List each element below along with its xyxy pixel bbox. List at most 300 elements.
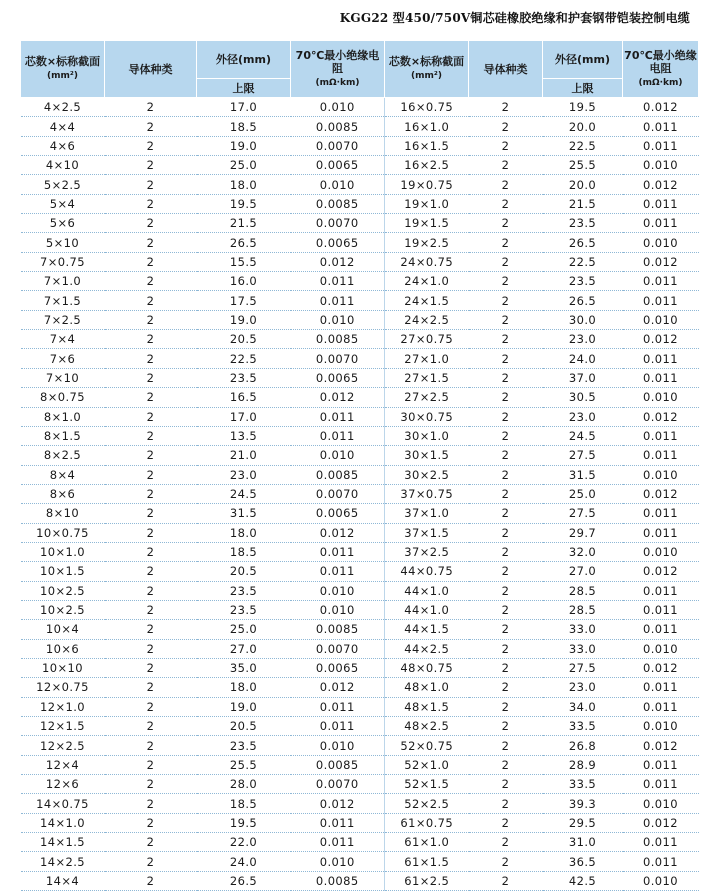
header-conductor-type: 导体种类 (105, 41, 197, 98)
cell-conductor-type-2: 2 (469, 639, 543, 658)
cell-cores-section: 10×6 (21, 639, 105, 658)
cell-resistance-2: 0.011 (623, 600, 699, 619)
cell-resistance: 0.0065 (291, 368, 385, 387)
cell-resistance: 0.0085 (291, 871, 385, 890)
cell-cores-section-2: 24×2.5 (385, 310, 469, 329)
cell-cores-section-2: 52×0.75 (385, 736, 469, 755)
cell-cores-section: 7×1.0 (21, 272, 105, 291)
cell-outer-diameter-2: 27.0 (543, 562, 623, 581)
table-row (21, 388, 699, 407)
cell-outer-diameter: 18.5 (197, 117, 291, 136)
cell-conductor-type: 2 (105, 446, 197, 465)
header-cores-unit-2: (mm²) (411, 71, 442, 81)
cell-cores-section-2: 27×1.0 (385, 349, 469, 368)
cell-outer-diameter-2: 28.5 (543, 600, 623, 619)
table-row (21, 542, 699, 561)
cell-outer-diameter-2: 23.5 (543, 214, 623, 233)
cell-conductor-type-2: 2 (469, 214, 543, 233)
table-row (21, 833, 699, 852)
cell-outer-diameter: 20.5 (197, 717, 291, 736)
cell-resistance: 0.0070 (291, 775, 385, 794)
cell-outer-diameter-2: 20.0 (543, 117, 623, 136)
header-resistance-unit-2: (mΩ·km) (638, 77, 683, 88)
cell-resistance: 0.0065 (291, 156, 385, 175)
cell-conductor-type-2: 2 (469, 523, 543, 542)
cell-resistance: 0.010 (291, 446, 385, 465)
cell-conductor-type-2: 2 (469, 542, 543, 561)
cell-resistance: 0.0085 (291, 620, 385, 639)
cell-conductor-type: 2 (105, 581, 197, 600)
table-row (21, 581, 699, 600)
cell-resistance-2: 0.011 (623, 446, 699, 465)
cell-resistance: 0.012 (291, 252, 385, 271)
cell-outer-diameter: 18.0 (197, 678, 291, 697)
cell-outer-diameter: 17.0 (197, 407, 291, 426)
cell-conductor-type: 2 (105, 542, 197, 561)
cell-resistance: 0.0085 (291, 330, 385, 349)
cell-conductor-type-2: 2 (469, 678, 543, 697)
cell-resistance: 0.011 (291, 562, 385, 581)
cell-conductor-type: 2 (105, 813, 197, 832)
cell-cores-section: 8×4 (21, 465, 105, 484)
cell-cores-section: 8×6 (21, 484, 105, 503)
cell-conductor-type-2: 2 (469, 252, 543, 271)
table-body (21, 98, 699, 891)
cell-conductor-type-2: 2 (469, 600, 543, 619)
table-row (21, 871, 699, 890)
cell-outer-diameter-2: 31.0 (543, 833, 623, 852)
cell-resistance-2: 0.010 (623, 717, 699, 736)
cell-conductor-type-2: 2 (469, 407, 543, 426)
cell-resistance-2: 0.012 (623, 175, 699, 194)
cell-cores-section-2: 16×0.75 (385, 98, 469, 117)
cell-cores-section: 5×6 (21, 214, 105, 233)
table-row (21, 252, 699, 271)
cell-resistance-2: 0.011 (623, 775, 699, 794)
table-row (21, 349, 699, 368)
cell-cores-section: 5×4 (21, 194, 105, 213)
cell-conductor-type: 2 (105, 349, 197, 368)
cell-conductor-type: 2 (105, 658, 197, 677)
table-row (21, 523, 699, 542)
cell-conductor-type-2: 2 (469, 194, 543, 213)
cell-resistance: 0.011 (291, 717, 385, 736)
cell-resistance: 0.011 (291, 426, 385, 445)
cell-outer-diameter: 19.0 (197, 697, 291, 716)
cell-conductor-type-2: 2 (469, 291, 543, 310)
cell-conductor-type-2: 2 (469, 272, 543, 291)
table-row (21, 368, 699, 387)
cell-cores-section-2: 30×2.5 (385, 465, 469, 484)
cell-outer-diameter: 28.0 (197, 775, 291, 794)
cell-cores-section: 8×1.0 (21, 407, 105, 426)
cell-conductor-type: 2 (105, 272, 197, 291)
cell-resistance-2: 0.010 (623, 156, 699, 175)
cell-conductor-type: 2 (105, 504, 197, 523)
cell-cores-section-2: 30×1.0 (385, 426, 469, 445)
cell-resistance: 0.011 (291, 291, 385, 310)
cell-resistance-2: 0.011 (623, 523, 699, 542)
cell-outer-diameter: 25.0 (197, 620, 291, 639)
cell-cores-section: 4×10 (21, 156, 105, 175)
cell-outer-diameter: 24.0 (197, 852, 291, 871)
cell-outer-diameter-2: 26.5 (543, 233, 623, 252)
cell-resistance: 0.010 (291, 175, 385, 194)
table-row (21, 852, 699, 871)
cell-cores-section-2: 27×0.75 (385, 330, 469, 349)
cell-outer-diameter-2: 26.8 (543, 736, 623, 755)
table-row (21, 813, 699, 832)
cell-outer-diameter: 18.0 (197, 523, 291, 542)
cell-cores-section: 10×10 (21, 658, 105, 677)
cell-conductor-type: 2 (105, 388, 197, 407)
cell-outer-diameter-2: 27.5 (543, 658, 623, 677)
table-row (21, 407, 699, 426)
cell-resistance: 0.012 (291, 523, 385, 542)
cell-cores-section-2: 30×1.5 (385, 446, 469, 465)
cell-resistance-2: 0.011 (623, 678, 699, 697)
cell-resistance: 0.010 (291, 736, 385, 755)
cell-cores-section-2: 52×2.5 (385, 794, 469, 813)
cell-outer-diameter: 17.5 (197, 291, 291, 310)
cell-cores-section-2: 19×1.0 (385, 194, 469, 213)
cell-cores-section: 7×0.75 (21, 252, 105, 271)
cell-outer-diameter: 19.5 (197, 194, 291, 213)
cell-conductor-type-2: 2 (469, 117, 543, 136)
cell-conductor-type: 2 (105, 678, 197, 697)
cell-outer-diameter-2: 22.5 (543, 252, 623, 271)
cell-cores-section-2: 19×0.75 (385, 175, 469, 194)
cell-conductor-type: 2 (105, 194, 197, 213)
cell-outer-diameter-2: 36.5 (543, 852, 623, 871)
cell-outer-diameter-2: 37.0 (543, 368, 623, 387)
cell-resistance: 0.011 (291, 272, 385, 291)
cell-conductor-type-2: 2 (469, 794, 543, 813)
cell-resistance-2: 0.011 (623, 117, 699, 136)
cell-cores-section: 12×2.5 (21, 736, 105, 755)
cell-resistance: 0.011 (291, 697, 385, 716)
table-row (21, 272, 699, 291)
cell-conductor-type: 2 (105, 426, 197, 445)
cell-cores-section: 8×10 (21, 504, 105, 523)
cell-conductor-type-2: 2 (469, 446, 543, 465)
table-row (21, 233, 699, 252)
cell-resistance: 0.0085 (291, 755, 385, 774)
header-resistance-unit: (mΩ·km) (315, 77, 360, 88)
table-row (21, 426, 699, 445)
cell-cores-section: 14×1.0 (21, 813, 105, 832)
cell-cores-section: 5×2.5 (21, 175, 105, 194)
cell-cores-section: 10×0.75 (21, 523, 105, 542)
cell-resistance: 0.0070 (291, 136, 385, 155)
table-row (21, 446, 699, 465)
cell-conductor-type: 2 (105, 794, 197, 813)
cell-conductor-type: 2 (105, 330, 197, 349)
table-row (21, 465, 699, 484)
cell-resistance: 0.0065 (291, 233, 385, 252)
cell-conductor-type: 2 (105, 368, 197, 387)
cell-outer-diameter-2: 28.5 (543, 581, 623, 600)
cell-resistance: 0.0085 (291, 194, 385, 213)
cell-conductor-type-2: 2 (469, 98, 543, 117)
cell-cores-section: 14×2.5 (21, 852, 105, 871)
cell-resistance-2: 0.011 (623, 426, 699, 445)
cell-conductor-type-2: 2 (469, 871, 543, 890)
cell-conductor-type-2: 2 (469, 813, 543, 832)
cell-resistance-2: 0.012 (623, 484, 699, 503)
cell-cores-section: 10×2.5 (21, 600, 105, 619)
cell-conductor-type-2: 2 (469, 484, 543, 503)
cell-resistance-2: 0.011 (623, 349, 699, 368)
header-outer-diameter-2: 外径(mm) (543, 41, 623, 79)
cell-outer-diameter-2: 30.5 (543, 388, 623, 407)
cell-resistance-2: 0.010 (623, 639, 699, 658)
cell-conductor-type-2: 2 (469, 368, 543, 387)
cell-resistance-2: 0.012 (623, 736, 699, 755)
cell-outer-diameter-2: 33.0 (543, 620, 623, 639)
cell-conductor-type-2: 2 (469, 562, 543, 581)
cell-conductor-type-2: 2 (469, 136, 543, 155)
cell-resistance: 0.012 (291, 794, 385, 813)
cell-outer-diameter-2: 20.0 (543, 175, 623, 194)
cell-resistance-2: 0.010 (623, 233, 699, 252)
cell-cores-section-2: 37×0.75 (385, 484, 469, 503)
cell-cores-section-2: 61×1.0 (385, 833, 469, 852)
cell-cores-section-2: 48×1.0 (385, 678, 469, 697)
table-row (21, 194, 699, 213)
cell-cores-section: 14×4 (21, 871, 105, 890)
cell-conductor-type: 2 (105, 98, 197, 117)
cell-outer-diameter-2: 29.5 (543, 813, 623, 832)
cell-resistance-2: 0.010 (623, 871, 699, 890)
cell-resistance-2: 0.011 (623, 852, 699, 871)
cell-outer-diameter-2: 23.0 (543, 407, 623, 426)
cell-resistance: 0.0070 (291, 639, 385, 658)
cell-outer-diameter-2: 22.5 (543, 136, 623, 155)
header-resistance (291, 41, 385, 98)
cell-cores-section: 14×0.75 (21, 794, 105, 813)
cell-resistance: 0.011 (291, 407, 385, 426)
cell-outer-diameter-2: 39.3 (543, 794, 623, 813)
cell-outer-diameter: 21.5 (197, 214, 291, 233)
cell-resistance-2: 0.012 (623, 407, 699, 426)
cell-cores-section-2: 61×0.75 (385, 813, 469, 832)
cell-cores-section-2: 48×1.5 (385, 697, 469, 716)
cell-outer-diameter: 18.5 (197, 794, 291, 813)
cell-outer-diameter: 27.0 (197, 639, 291, 658)
table-row (21, 175, 699, 194)
cell-cores-section: 4×6 (21, 136, 105, 155)
cell-conductor-type-2: 2 (469, 388, 543, 407)
cell-cores-section-2: 48×0.75 (385, 658, 469, 677)
cell-resistance-2: 0.012 (623, 98, 699, 117)
cell-outer-diameter: 20.5 (197, 330, 291, 349)
cell-conductor-type-2: 2 (469, 833, 543, 852)
cell-outer-diameter: 31.5 (197, 504, 291, 523)
cell-cores-section-2: 52×1.0 (385, 755, 469, 774)
cell-outer-diameter-2: 42.5 (543, 871, 623, 890)
cell-resistance: 0.0070 (291, 214, 385, 233)
table-row (21, 755, 699, 774)
header-cores-section-2 (385, 41, 469, 98)
header-resistance-label: 70℃最小绝缘电阻 (295, 48, 380, 75)
cell-conductor-type-2: 2 (469, 349, 543, 368)
header-upper-limit-2: 上限 (543, 79, 623, 98)
cell-cores-section: 4×2.5 (21, 98, 105, 117)
cell-conductor-type: 2 (105, 233, 197, 252)
cell-cores-section-2: 27×1.5 (385, 368, 469, 387)
table-row (21, 717, 699, 736)
cell-cores-section-2: 48×2.5 (385, 717, 469, 736)
table-row (21, 775, 699, 794)
cell-resistance: 0.010 (291, 98, 385, 117)
cell-cores-section: 8×2.5 (21, 446, 105, 465)
cell-resistance-2: 0.012 (623, 252, 699, 271)
cell-conductor-type-2: 2 (469, 175, 543, 194)
header-resistance-label-2: 70℃最小绝缘电阻 (624, 48, 697, 75)
cell-outer-diameter-2: 25.5 (543, 156, 623, 175)
cell-cores-section-2: 52×1.5 (385, 775, 469, 794)
cell-resistance-2: 0.011 (623, 620, 699, 639)
cell-outer-diameter: 22.0 (197, 833, 291, 852)
cell-outer-diameter-2: 25.0 (543, 484, 623, 503)
cell-conductor-type: 2 (105, 852, 197, 871)
header-resistance-2 (623, 41, 699, 98)
cell-resistance-2: 0.010 (623, 388, 699, 407)
cell-outer-diameter: 18.5 (197, 542, 291, 561)
cell-cores-section: 10×1.5 (21, 562, 105, 581)
cell-outer-diameter-2: 28.9 (543, 755, 623, 774)
cell-resistance-2: 0.011 (623, 755, 699, 774)
cell-cores-section-2: 44×1.5 (385, 620, 469, 639)
cell-conductor-type-2: 2 (469, 658, 543, 677)
table-row (21, 310, 699, 329)
cell-outer-diameter: 18.0 (197, 175, 291, 194)
cell-conductor-type: 2 (105, 523, 197, 542)
cell-resistance-2: 0.011 (623, 136, 699, 155)
cell-conductor-type: 2 (105, 156, 197, 175)
header-cores-unit: (mm²) (47, 71, 78, 81)
cell-resistance-2: 0.010 (623, 310, 699, 329)
cell-outer-diameter: 25.0 (197, 156, 291, 175)
table-row (21, 330, 699, 349)
cell-outer-diameter-2: 27.5 (543, 504, 623, 523)
table-row (21, 214, 699, 233)
cell-conductor-type-2: 2 (469, 426, 543, 445)
table-row (21, 736, 699, 755)
table-row (21, 562, 699, 581)
cell-conductor-type: 2 (105, 407, 197, 426)
cell-resistance-2: 0.011 (623, 368, 699, 387)
cell-cores-section-2: 37×1.5 (385, 523, 469, 542)
cell-resistance-2: 0.011 (623, 214, 699, 233)
cell-resistance: 0.0085 (291, 465, 385, 484)
cell-cores-section: 12×4 (21, 755, 105, 774)
cell-resistance: 0.011 (291, 833, 385, 852)
cell-conductor-type: 2 (105, 871, 197, 890)
cell-cores-section-2: 24×0.75 (385, 252, 469, 271)
cell-conductor-type: 2 (105, 717, 197, 736)
cell-resistance-2: 0.011 (623, 291, 699, 310)
cell-conductor-type-2: 2 (469, 755, 543, 774)
cell-outer-diameter-2: 27.5 (543, 446, 623, 465)
cell-cores-section: 7×1.5 (21, 291, 105, 310)
cell-outer-diameter-2: 30.0 (543, 310, 623, 329)
cell-outer-diameter: 19.0 (197, 136, 291, 155)
cell-cores-section: 8×0.75 (21, 388, 105, 407)
cell-cores-section-2: 24×1.0 (385, 272, 469, 291)
cell-outer-diameter: 24.5 (197, 484, 291, 503)
cell-cores-section: 4×4 (21, 117, 105, 136)
cell-conductor-type-2: 2 (469, 697, 543, 716)
table-row (21, 620, 699, 639)
cell-resistance-2: 0.011 (623, 833, 699, 852)
cell-outer-diameter-2: 34.0 (543, 697, 623, 716)
cell-outer-diameter-2: 33.5 (543, 775, 623, 794)
cell-conductor-type-2: 2 (469, 310, 543, 329)
cell-conductor-type: 2 (105, 291, 197, 310)
table-row (21, 697, 699, 716)
cell-resistance-2: 0.011 (623, 697, 699, 716)
cell-outer-diameter-2: 23.5 (543, 272, 623, 291)
header-conductor-type-2: 导体种类 (469, 41, 543, 98)
cell-outer-diameter-2: 31.5 (543, 465, 623, 484)
cell-conductor-type: 2 (105, 214, 197, 233)
cell-cores-section-2: 44×0.75 (385, 562, 469, 581)
cell-resistance-2: 0.010 (623, 465, 699, 484)
table-row (21, 600, 699, 619)
cell-conductor-type: 2 (105, 697, 197, 716)
cell-cores-section: 5×10 (21, 233, 105, 252)
cell-outer-diameter: 21.0 (197, 446, 291, 465)
table-row (21, 156, 699, 175)
cell-cores-section: 12×6 (21, 775, 105, 794)
cell-resistance: 0.012 (291, 678, 385, 697)
cell-cores-section: 10×2.5 (21, 581, 105, 600)
cell-conductor-type: 2 (105, 117, 197, 136)
cell-outer-diameter-2: 26.5 (543, 291, 623, 310)
cell-outer-diameter: 23.0 (197, 465, 291, 484)
cell-cores-section: 12×1.5 (21, 717, 105, 736)
cell-cores-section-2: 61×2.5 (385, 871, 469, 890)
cell-resistance: 0.010 (291, 581, 385, 600)
cell-resistance-2: 0.011 (623, 504, 699, 523)
cell-conductor-type-2: 2 (469, 717, 543, 736)
cell-outer-diameter: 26.5 (197, 233, 291, 252)
cell-cores-section-2: 37×2.5 (385, 542, 469, 561)
cell-conductor-type: 2 (105, 639, 197, 658)
cell-conductor-type: 2 (105, 736, 197, 755)
header-cores-section-label: 芯数×标称截面 (24, 55, 101, 68)
table-row (21, 136, 699, 155)
cell-cores-section-2: 44×1.0 (385, 581, 469, 600)
cell-cores-section-2: 44×2.5 (385, 639, 469, 658)
cell-conductor-type: 2 (105, 600, 197, 619)
cell-cores-section: 12×1.0 (21, 697, 105, 716)
cell-cores-section: 7×10 (21, 368, 105, 387)
cell-outer-diameter-2: 24.0 (543, 349, 623, 368)
header-outer-diameter: 外径(mm) (197, 41, 291, 79)
cell-conductor-type: 2 (105, 775, 197, 794)
table-row (21, 658, 699, 677)
cell-cores-section-2: 19×2.5 (385, 233, 469, 252)
cell-outer-diameter-2: 32.0 (543, 542, 623, 561)
page-title: KGG22 型450/750V铜芯硅橡胶绝缘和护套钢带铠装控制电缆 (339, 11, 690, 25)
cell-outer-diameter-2: 23.0 (543, 330, 623, 349)
cell-resistance-2: 0.010 (623, 794, 699, 813)
cell-outer-diameter: 25.5 (197, 755, 291, 774)
header-upper-limit: 上限 (197, 79, 291, 98)
